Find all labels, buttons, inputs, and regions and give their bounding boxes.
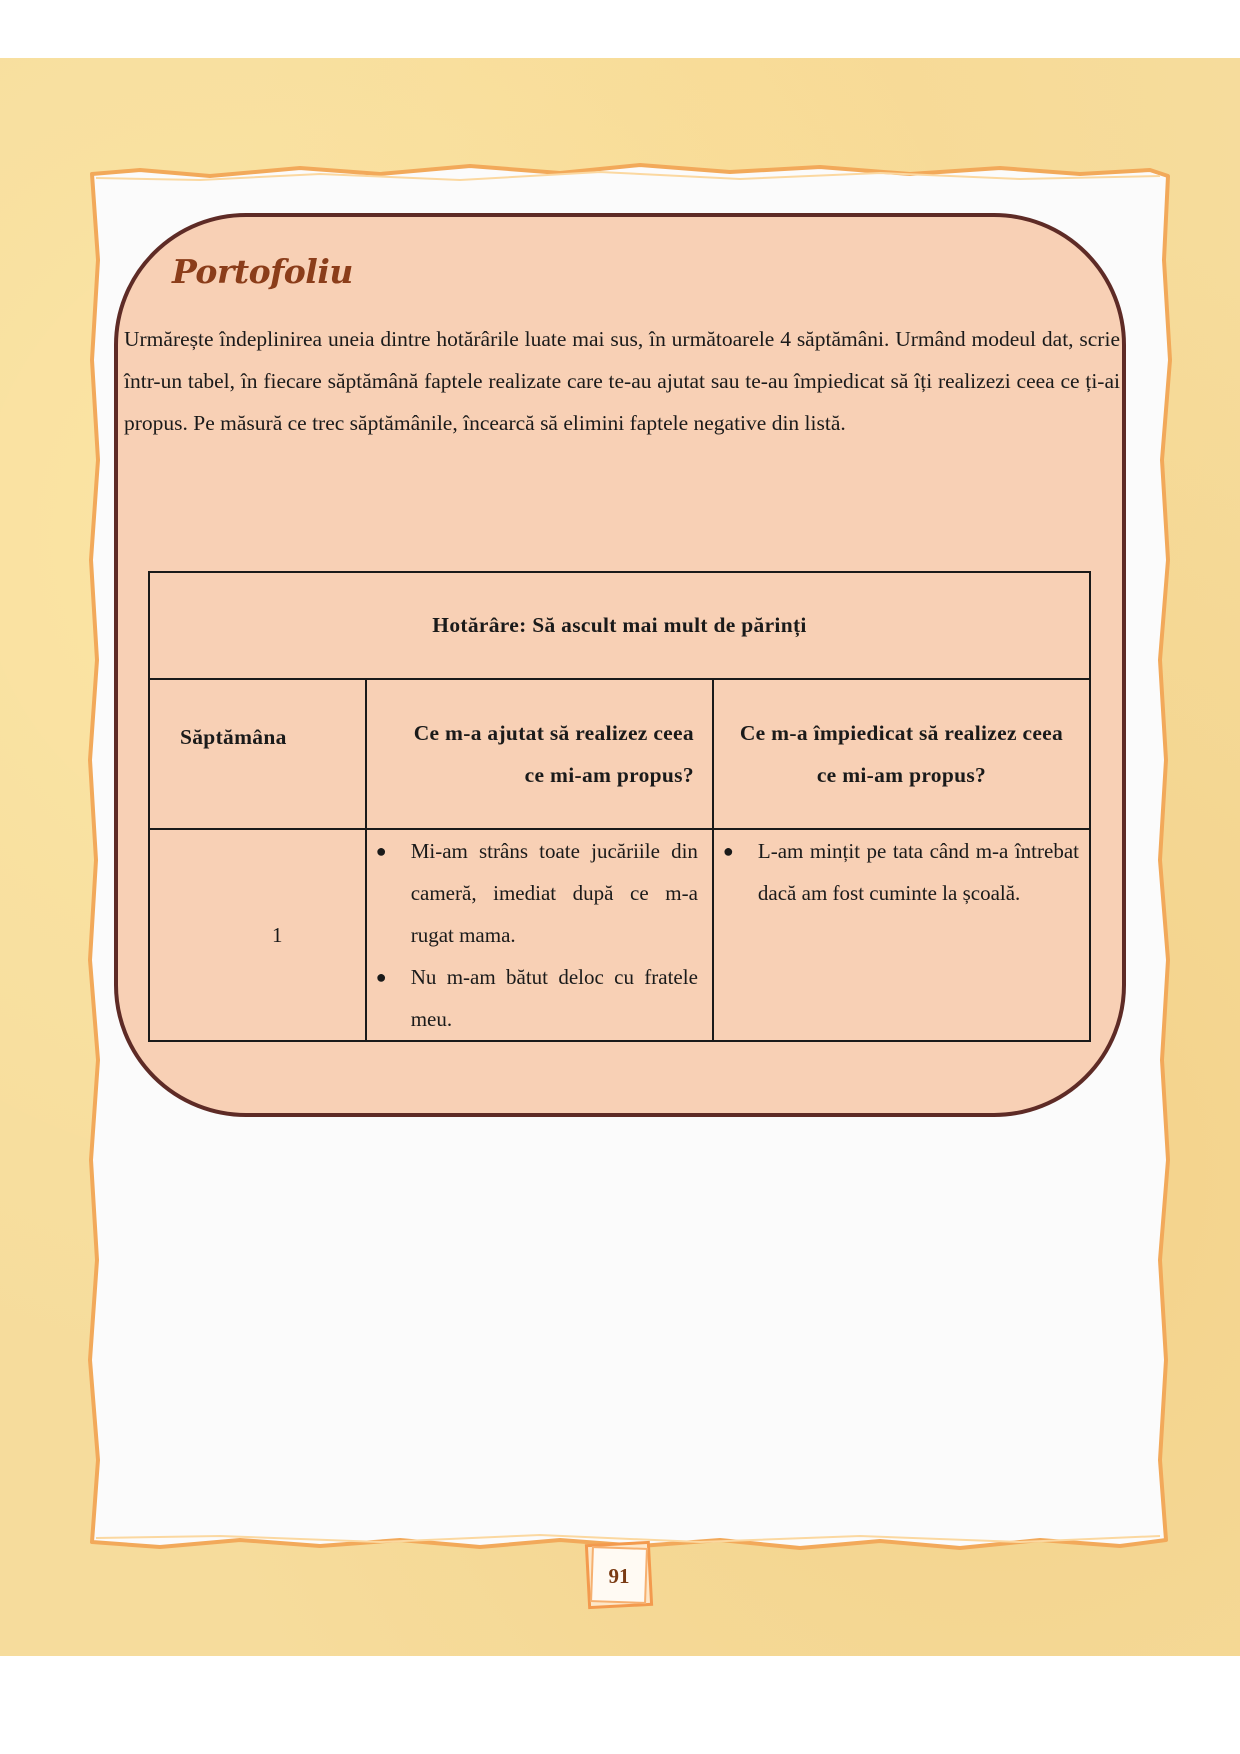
hindered-header-line2: ce mi-am propus?	[816, 763, 987, 787]
helped-header-line1: Ce m-a ajutat să realizez ceea	[413, 721, 694, 745]
helped-header-line2: ce mi-am propus?	[524, 763, 694, 787]
page-number: 91	[608, 1564, 630, 1588]
week-number-cell: 1	[149, 829, 366, 1041]
resolution-header: Hotărâre: Să ascult mai mult de părinți	[149, 572, 1090, 679]
bullet-icon: ●	[375, 841, 387, 861]
helped-fact-1: Mi-am strâns toate jucăriile din cameră, imediat după ce m-a rugat mama.	[410, 839, 698, 947]
helped-fact-2: Nu m-am bătut deloc cu fratele meu.	[410, 965, 698, 1031]
bullet-icon: ●	[375, 967, 387, 987]
bullet-icon: ●	[722, 841, 734, 861]
instructions-text: Urmărește îndeplinirea uneia dintre hotărârile luate mai sus, în următoarele 4 săptămâni. Urmând modeul dat, scrie într-un tabel, în fiecare săptămână faptele realizate care te-au ajutat sau te-au împiedicat să îți realizezi ceea ce ți-ai propus. Pe măsură ce trec săptămânile, încearcă să elimini faptele negative din listă.	[124, 327, 1120, 435]
week-column-header: Săptămâna	[149, 679, 366, 829]
portfolio-title: Portofoliu	[172, 252, 353, 291]
hindered-fact-1: L-am mințit pe tata când m-a întrebat dacă am fost cuminte la școală.	[757, 839, 1079, 905]
hindered-header-line1: Ce m-a împiedicat să realizez ceea	[739, 721, 1064, 745]
